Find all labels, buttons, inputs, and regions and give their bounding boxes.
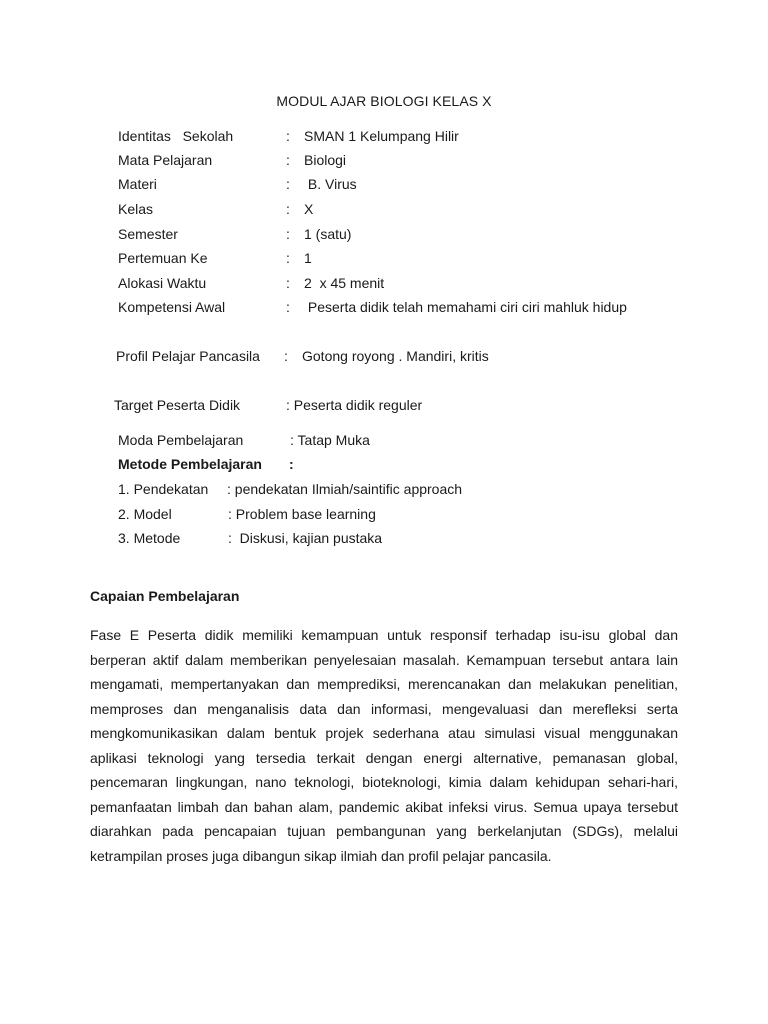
- identity-label: Kompetensi Awal: [118, 299, 226, 315]
- identity-label: Mata Pelajaran: [118, 152, 213, 168]
- capaian-heading: Capaian Pembelajaran: [90, 588, 240, 604]
- identity-row-kompetensi: [118, 297, 678, 317]
- identity-row-semester: [118, 224, 678, 244]
- identity-label: Semester: [118, 226, 178, 242]
- metode-item-value: : pendekatan Ilmiah/saintific approach: [227, 481, 463, 497]
- moda-row: [118, 430, 678, 450]
- identity-value: Biologi: [304, 152, 347, 168]
- capaian-paragraph: Fase E Peserta didik memiliki kemampuan untuk responsif terhadap isu-isu global dan berperan aktif dalam memberikan penyelesaian masalah. Kemampuan tersebut antara lain mengamati, mempertanyakan dan memprediksi, merencanakan dan melakukan penelitian, memproses dan menganalisis data dan informasi, mengevaluasi dan merefleksi serta mengkomunikasikan dalam bentuk projek sederhana atau simulasi visual menggunakan aplikasi teknologi yang tersedia terkait dengan energi alternative, pemanasan global, pencemaran lingkungan, nano teknologi, bioteknologi, kimia dalam kehidupan sehari-hari, pemanfaatan limbah dan bahan alam, pandemic akibat infeksi virus. Semua upaya tersebut diarahkan pada pencapaian tujuan pembangunan yang berkelanjutan (SDGs), melalui ketrampilan proses juga dibangun sikap ilmiah dan profil pelajar pancasila.: [90, 627, 678, 864]
- metode-item-pendekatan: [118, 479, 678, 499]
- identity-label: Kelas: [118, 201, 154, 217]
- metode-item-metode: [118, 528, 678, 548]
- identity-colon: :: [286, 176, 290, 192]
- identity-value: 2 x 45 menit: [304, 275, 385, 291]
- identity-row-pertemuan: [118, 248, 678, 268]
- profil-value: Gotong royong . Mandiri, kritis: [302, 348, 489, 364]
- target-value: : Peserta didik reguler: [286, 397, 423, 413]
- identity-label: Pertemuan Ke: [118, 250, 208, 266]
- profil-label: Profil Pelajar Pancasila: [116, 348, 260, 364]
- profil-row: [116, 346, 676, 366]
- moda-value: : Tatap Muka: [290, 432, 370, 448]
- metode-item-label: 3. Metode: [118, 530, 181, 546]
- identity-colon: :: [286, 250, 290, 266]
- document-title: MODUL AJAR BIOLOGI KELAS X: [276, 93, 492, 109]
- identity-colon: :: [286, 128, 290, 144]
- metode-item-label: 1. Pendekatan: [118, 481, 209, 497]
- metode-item-model: [118, 504, 678, 524]
- identity-colon: :: [286, 152, 290, 168]
- identity-colon: :: [286, 275, 290, 291]
- identity-row-alokasi: [118, 273, 678, 293]
- metode-item-label: 2. Model: [118, 506, 172, 522]
- identity-label: Materi: [118, 176, 157, 192]
- moda-label: Moda Pembelajaran: [118, 432, 244, 448]
- identity-colon: :: [286, 226, 290, 242]
- identity-colon: :: [286, 299, 290, 315]
- profil-colon: :: [284, 348, 288, 364]
- identity-value: Peserta didik telah memahami ciri ciri mahluk hidup: [304, 299, 627, 315]
- identity-value: 1 (satu): [304, 226, 352, 242]
- identity-value: X: [304, 201, 314, 217]
- target-row: [114, 395, 674, 415]
- identity-colon: :: [286, 201, 290, 217]
- identity-row-mapel: [118, 150, 678, 170]
- identity-row-materi: [118, 174, 678, 194]
- identity-value: B. Virus: [304, 176, 357, 192]
- metode-row: [118, 454, 678, 474]
- metode-item-value: : Diskusi, kajian pustaka: [228, 530, 383, 546]
- metode-label: Metode Pembelajaran: [118, 456, 262, 472]
- identity-label: Alokasi Waktu: [118, 275, 207, 291]
- metode-colon: :: [289, 456, 294, 472]
- identity-label: Identitas Sekolah: [118, 128, 234, 144]
- identity-row-kelas: [118, 199, 678, 219]
- identity-value: SMAN 1 Kelumpang Hilir: [304, 128, 459, 144]
- identity-value: 1: [304, 250, 312, 266]
- target-label: Target Peserta Didik: [114, 397, 241, 413]
- metode-item-value: : Problem base learning: [228, 506, 376, 522]
- identity-row-sekolah: [118, 126, 678, 146]
